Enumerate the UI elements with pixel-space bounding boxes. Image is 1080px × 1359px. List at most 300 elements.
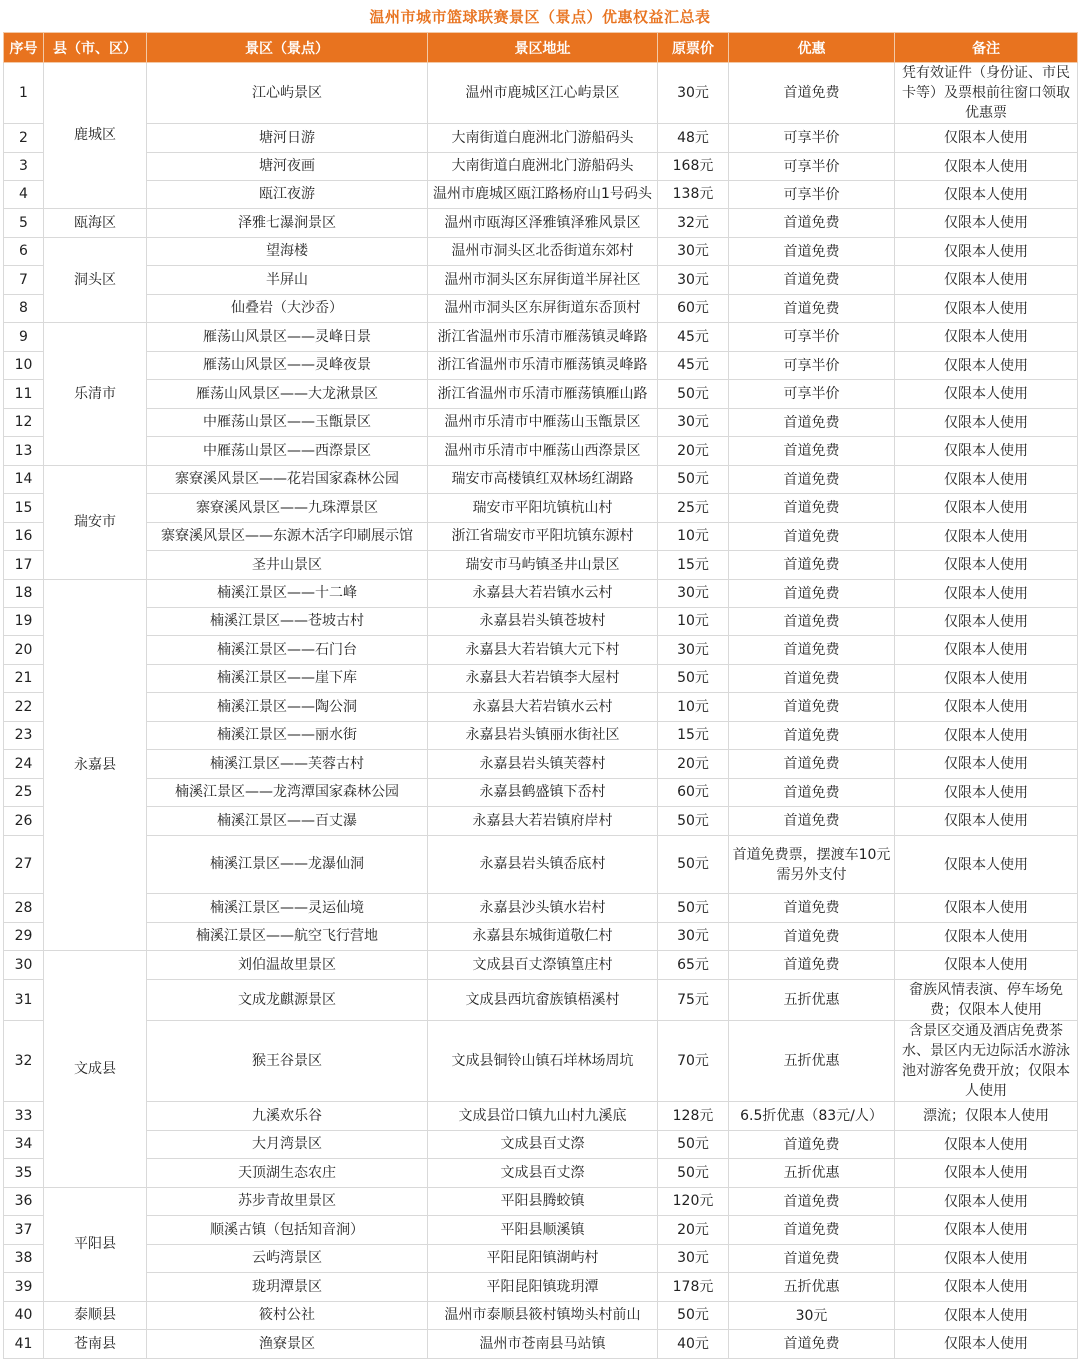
scenic-spot-name: 楠溪江景区——龙瀑仙洞	[147, 836, 428, 894]
original-price: 70元	[658, 1021, 729, 1102]
discount-value: 首道免费	[729, 1216, 895, 1245]
scenic-spot-name: 塘河夜画	[147, 153, 428, 181]
row-no: 1	[4, 63, 44, 124]
scenic-spot-name: 大月湾景区	[147, 1131, 428, 1159]
original-price: 30元	[658, 409, 729, 437]
discount-value: 首道免费	[729, 722, 895, 750]
scenic-spot-address: 浙江省温州市乐清市雁荡镇灵峰路	[428, 352, 658, 380]
table-row	[4, 494, 1078, 523]
benefits-table	[3, 32, 1078, 1359]
row-no: 39	[4, 1273, 44, 1302]
scenic-spot-address: 平阳昆阳镇珑玥潭	[428, 1273, 658, 1302]
scenic-spot-name: 楠溪江景区——丽水街	[147, 722, 428, 750]
original-price: 50元	[658, 466, 729, 494]
scenic-spot-name: 瓯江夜游	[147, 181, 428, 209]
scenic-spot-name: 半屏山	[147, 266, 428, 295]
scenic-spot-address: 永嘉县鹤盛镇下岙村	[428, 779, 658, 807]
table-row	[4, 380, 1078, 409]
discount-value: 首道免费	[729, 1330, 895, 1359]
original-price: 20元	[658, 1216, 729, 1245]
scenic-spot-name: 楠溪江景区——龙湾潭国家森林公园	[147, 779, 428, 807]
original-price: 50元	[658, 380, 729, 409]
row-no: 4	[4, 181, 44, 209]
district-cell: 瓯海区	[44, 209, 147, 238]
discount-value: 首道免费	[729, 1131, 895, 1159]
discount-value: 首道免费	[729, 1188, 895, 1216]
table-row	[4, 923, 1078, 951]
note-value: 仅限本人使用	[895, 636, 1078, 665]
note-value: 仅限本人使用	[895, 894, 1078, 923]
scenic-spot-name: 望海楼	[147, 238, 428, 266]
table-row	[4, 1330, 1078, 1359]
header-address: 景区地址	[428, 33, 658, 63]
note-value: 仅限本人使用	[895, 409, 1078, 437]
note-value: 仅限本人使用	[895, 580, 1078, 608]
row-no: 41	[4, 1330, 44, 1359]
row-no: 21	[4, 665, 44, 693]
scenic-spot-address: 永嘉县大若岩镇府岸村	[428, 807, 658, 836]
original-price: 120元	[658, 1188, 729, 1216]
discount-value: 首道免费	[729, 238, 895, 266]
original-price: 15元	[658, 551, 729, 580]
row-no: 34	[4, 1131, 44, 1159]
original-price: 20元	[658, 750, 729, 779]
scenic-spot-address: 文成县峃口镇九山村九溪底	[428, 1102, 658, 1131]
original-price: 50元	[658, 807, 729, 836]
discount-value: 首道免费	[729, 466, 895, 494]
discount-value: 可享半价	[729, 380, 895, 409]
scenic-spot-address: 瑞安市马屿镇圣井山景区	[428, 551, 658, 580]
original-price: 10元	[658, 523, 729, 551]
table-row	[4, 63, 1078, 124]
scenic-spot-name: 塘河日游	[147, 124, 428, 153]
table-row	[4, 153, 1078, 181]
scenic-spot-address: 文成县百丈漈	[428, 1159, 658, 1188]
row-no: 27	[4, 836, 44, 894]
row-no: 33	[4, 1102, 44, 1131]
scenic-spot-address: 温州市洞头区北岙街道东郊村	[428, 238, 658, 266]
row-no: 31	[4, 980, 44, 1021]
note-value: 仅限本人使用	[895, 551, 1078, 580]
table-row	[4, 523, 1078, 551]
scenic-spot-address: 温州市鹿城区瓯江路杨府山1号码头	[428, 181, 658, 209]
scenic-spot-name: 中雁荡山景区——西漈景区	[147, 437, 428, 466]
original-price: 30元	[658, 580, 729, 608]
note-value: 仅限本人使用	[895, 1273, 1078, 1302]
row-no: 6	[4, 238, 44, 266]
discount-value: 首道免费	[729, 551, 895, 580]
scenic-spot-address: 永嘉县沙头镇水岩村	[428, 894, 658, 923]
original-price: 30元	[658, 636, 729, 665]
discount-value: 首道免费	[729, 951, 895, 980]
header-note: 备注	[895, 33, 1078, 63]
district-cell: 瑞安市	[44, 466, 147, 580]
scenic-spot-address: 温州市苍南县马站镇	[428, 1330, 658, 1359]
note-value: 漂流；仅限本人使用	[895, 1102, 1078, 1131]
original-price: 45元	[658, 323, 729, 352]
discount-value: 首道免费	[729, 779, 895, 807]
discount-value: 首道免费	[729, 636, 895, 665]
original-price: 32元	[658, 209, 729, 238]
scenic-spot-name: 仙叠岩（大沙岙）	[147, 295, 428, 323]
table-row	[4, 1245, 1078, 1273]
original-price: 30元	[658, 63, 729, 124]
scenic-spot-name: 猴王谷景区	[147, 1021, 428, 1102]
note-value: 凭有效证件（身份证、市民卡等）及票根前往窗口领取优惠票	[895, 63, 1078, 124]
original-price: 50元	[658, 836, 729, 894]
scenic-spot-name: 楠溪江景区——石门台	[147, 636, 428, 665]
original-price: 10元	[658, 693, 729, 722]
table-body	[4, 63, 1078, 1359]
table-row	[4, 580, 1078, 608]
discount-value: 首道免费	[729, 807, 895, 836]
table-title: 温州市城市篮球联赛景区（景点）优惠权益汇总表	[369, 8, 711, 26]
note-value: 仅限本人使用	[895, 1330, 1078, 1359]
row-no: 15	[4, 494, 44, 523]
scenic-spot-address: 温州市瓯海区泽雅镇泽雅风景区	[428, 209, 658, 238]
note-value: 仅限本人使用	[895, 238, 1078, 266]
note-value: 含景区交通及酒店免费茶水、景区内无边际活水游泳池对游客免费开放；仅限本人使用	[895, 1021, 1078, 1102]
scenic-spot-name: 楠溪江景区——十二峰	[147, 580, 428, 608]
scenic-spot-name: 苏步青故里景区	[147, 1188, 428, 1216]
table-row	[4, 894, 1078, 923]
note-value: 仅限本人使用	[895, 722, 1078, 750]
scenic-spot-name: 刘伯温故里景区	[147, 951, 428, 980]
original-price: 30元	[658, 266, 729, 295]
discount-value: 五折优惠	[729, 1273, 895, 1302]
scenic-spot-address: 永嘉县大若岩镇李大屋村	[428, 665, 658, 693]
note-value: 仅限本人使用	[895, 1188, 1078, 1216]
note-value: 仅限本人使用	[895, 665, 1078, 693]
header-original-price: 原票价	[658, 33, 729, 63]
original-price: 75元	[658, 980, 729, 1021]
original-price: 178元	[658, 1273, 729, 1302]
scenic-spot-name: 楠溪江景区——崖下库	[147, 665, 428, 693]
table-row	[4, 238, 1078, 266]
table-row	[4, 1159, 1078, 1188]
table-row	[4, 722, 1078, 750]
scenic-spot-name: 寨寮溪风景区——九珠潭景区	[147, 494, 428, 523]
discount-value: 首道免费	[729, 608, 895, 636]
row-no: 2	[4, 124, 44, 153]
scenic-spot-address: 文成县百丈漈	[428, 1131, 658, 1159]
district-cell: 平阳县	[44, 1188, 147, 1302]
table-row	[4, 693, 1078, 722]
scenic-spot-name: 楠溪江景区——航空飞行营地	[147, 923, 428, 951]
row-no: 40	[4, 1302, 44, 1330]
discount-value: 五折优惠	[729, 980, 895, 1021]
scenic-spot-address: 文成县百丈漈镇篁庄村	[428, 951, 658, 980]
scenic-spot-address: 永嘉县岩头镇芙蓉村	[428, 750, 658, 779]
note-value: 仅限本人使用	[895, 153, 1078, 181]
table-row	[4, 1273, 1078, 1302]
row-no: 18	[4, 580, 44, 608]
scenic-spot-address: 文成县西坑畲族镇梧溪村	[428, 980, 658, 1021]
table-row	[4, 665, 1078, 693]
scenic-spot-address: 温州市鹿城区江心屿景区	[428, 63, 658, 124]
original-price: 25元	[658, 494, 729, 523]
original-price: 50元	[658, 894, 729, 923]
table-row	[4, 1302, 1078, 1330]
discount-value: 首道免费	[729, 523, 895, 551]
scenic-spot-address: 浙江省瑞安市平阳坑镇东源村	[428, 523, 658, 551]
note-value: 仅限本人使用	[895, 437, 1078, 466]
scenic-spot-name: 寨寮溪风景区——花岩国家森林公园	[147, 466, 428, 494]
table-row	[4, 779, 1078, 807]
scenic-spot-address: 永嘉县大若岩镇水云村	[428, 580, 658, 608]
scenic-spot-name: 楠溪江景区——百丈瀑	[147, 807, 428, 836]
original-price: 30元	[658, 1245, 729, 1273]
row-no: 16	[4, 523, 44, 551]
row-no: 14	[4, 466, 44, 494]
table-row	[4, 352, 1078, 380]
note-value: 仅限本人使用	[895, 523, 1078, 551]
row-no: 5	[4, 209, 44, 238]
scenic-spot-address: 永嘉县岩头镇丽水街社区	[428, 722, 658, 750]
scenic-spot-name: 中雁荡山景区——玉甑景区	[147, 409, 428, 437]
note-value: 仅限本人使用	[895, 1302, 1078, 1330]
row-no: 19	[4, 608, 44, 636]
table-row	[4, 551, 1078, 580]
discount-value: 可享半价	[729, 352, 895, 380]
scenic-spot-address: 温州市洞头区东屏街道半屏社区	[428, 266, 658, 295]
row-no: 20	[4, 636, 44, 665]
scenic-spot-address: 瑞安市平阳坑镇杭山村	[428, 494, 658, 523]
scenic-spot-name: 云屿湾景区	[147, 1245, 428, 1273]
discount-value: 首道免费	[729, 295, 895, 323]
original-price: 10元	[658, 608, 729, 636]
header-discount: 优惠	[729, 33, 895, 63]
district-cell: 永嘉县	[44, 580, 147, 951]
note-value: 仅限本人使用	[895, 266, 1078, 295]
table-row	[4, 608, 1078, 636]
discount-value: 首道免费	[729, 693, 895, 722]
note-value: 仅限本人使用	[895, 608, 1078, 636]
note-value: 仅限本人使用	[895, 750, 1078, 779]
row-no: 32	[4, 1021, 44, 1102]
discount-value: 首道免费	[729, 494, 895, 523]
scenic-spot-address: 平阳县顺溪镇	[428, 1216, 658, 1245]
original-price: 50元	[658, 1159, 729, 1188]
scenic-spot-name: 雁荡山风景区——大龙湫景区	[147, 380, 428, 409]
row-no: 23	[4, 722, 44, 750]
scenic-spot-name: 雁荡山风景区——灵峰日景	[147, 323, 428, 352]
scenic-spot-address: 温州市泰顺县筱村镇坳头村前山	[428, 1302, 658, 1330]
row-no: 28	[4, 894, 44, 923]
note-value: 仅限本人使用	[895, 807, 1078, 836]
original-price: 40元	[658, 1330, 729, 1359]
row-no: 9	[4, 323, 44, 352]
scenic-spot-name: 楠溪江景区——苍坡古村	[147, 608, 428, 636]
table-row	[4, 295, 1078, 323]
table-row	[4, 466, 1078, 494]
discount-value: 首道免费	[729, 209, 895, 238]
table-row	[4, 807, 1078, 836]
discount-value: 首道免费	[729, 665, 895, 693]
row-no: 37	[4, 1216, 44, 1245]
table-row	[4, 266, 1078, 295]
district-cell: 泰顺县	[44, 1302, 147, 1330]
row-no: 22	[4, 693, 44, 722]
scenic-spot-name: 圣井山景区	[147, 551, 428, 580]
scenic-spot-address: 永嘉县岩头镇苍坡村	[428, 608, 658, 636]
discount-value: 30元	[729, 1302, 895, 1330]
scenic-spot-address: 文成县铜铃山镇石垟林场周坑	[428, 1021, 658, 1102]
note-value: 仅限本人使用	[895, 209, 1078, 238]
scenic-spot-name: 楠溪江景区——芙蓉古村	[147, 750, 428, 779]
discount-value: 首道免费	[729, 750, 895, 779]
table-row	[4, 1131, 1078, 1159]
note-value: 仅限本人使用	[895, 466, 1078, 494]
discount-value: 可享半价	[729, 153, 895, 181]
table-row	[4, 1188, 1078, 1216]
original-price: 60元	[658, 295, 729, 323]
row-no: 3	[4, 153, 44, 181]
original-price: 15元	[658, 722, 729, 750]
row-no: 24	[4, 750, 44, 779]
scenic-spot-name: 筱村公社	[147, 1302, 428, 1330]
scenic-spot-address: 大南街道白鹿洲北门游船码头	[428, 124, 658, 153]
table-row	[4, 1021, 1078, 1102]
scenic-spot-name: 楠溪江景区——灵运仙境	[147, 894, 428, 923]
discount-value: 6.5折优惠（83元/人）	[729, 1102, 895, 1131]
row-no: 26	[4, 807, 44, 836]
discount-value: 首道免费	[729, 1245, 895, 1273]
original-price: 50元	[658, 1131, 729, 1159]
table-row	[4, 124, 1078, 153]
discount-value: 五折优惠	[729, 1159, 895, 1188]
scenic-spot-name: 寨寮溪风景区——东源木活字印刷展示馆	[147, 523, 428, 551]
row-no: 13	[4, 437, 44, 466]
note-value: 仅限本人使用	[895, 323, 1078, 352]
district-cell: 苍南县	[44, 1330, 147, 1359]
row-no: 17	[4, 551, 44, 580]
scenic-spot-name: 江心屿景区	[147, 63, 428, 124]
scenic-spot-address: 永嘉县大若岩镇大元下村	[428, 636, 658, 665]
discount-value: 首道免费票，摆渡车10元需另外支付	[729, 836, 895, 894]
scenic-spot-address: 平阳昆阳镇湖屿村	[428, 1245, 658, 1273]
scenic-spot-name: 顺溪古镇（包括知音涧）	[147, 1216, 428, 1245]
row-no: 30	[4, 951, 44, 980]
note-value: 仅限本人使用	[895, 295, 1078, 323]
discount-value: 首道免费	[729, 580, 895, 608]
original-price: 138元	[658, 181, 729, 209]
district-cell: 文成县	[44, 951, 147, 1188]
table-row	[4, 409, 1078, 437]
header-no: 序号	[4, 33, 44, 63]
table-row	[4, 636, 1078, 665]
table-row	[4, 1102, 1078, 1131]
row-no: 10	[4, 352, 44, 380]
scenic-spot-name: 文成龙麒源景区	[147, 980, 428, 1021]
note-value: 仅限本人使用	[895, 380, 1078, 409]
district-cell: 乐清市	[44, 323, 147, 466]
row-no: 35	[4, 1159, 44, 1188]
discount-value: 首道免费	[729, 923, 895, 951]
note-value: 仅限本人使用	[895, 1131, 1078, 1159]
scenic-spot-address: 温州市乐清市中雁荡山玉甑景区	[428, 409, 658, 437]
original-price: 30元	[658, 238, 729, 266]
scenic-spot-address: 大南街道白鹿洲北门游船码头	[428, 153, 658, 181]
discount-value: 五折优惠	[729, 1021, 895, 1102]
original-price: 30元	[658, 923, 729, 951]
original-price: 50元	[658, 665, 729, 693]
original-price: 20元	[658, 437, 729, 466]
scenic-spot-address: 平阳县腾蛟镇	[428, 1188, 658, 1216]
note-value: 仅限本人使用	[895, 1159, 1078, 1188]
scenic-spot-address: 浙江省温州市乐清市雁荡镇雁山路	[428, 380, 658, 409]
discount-value: 首道免费	[729, 894, 895, 923]
district-cell: 洞头区	[44, 238, 147, 323]
discount-value: 首道免费	[729, 437, 895, 466]
header-district: 县（市、区）	[44, 33, 147, 63]
scenic-spot-address: 瑞安市高楼镇红双林场红湖路	[428, 466, 658, 494]
scenic-spot-address: 浙江省温州市乐清市雁荡镇灵峰路	[428, 323, 658, 352]
row-no: 38	[4, 1245, 44, 1273]
note-value: 仅限本人使用	[895, 836, 1078, 894]
scenic-spot-name: 珑玥潭景区	[147, 1273, 428, 1302]
original-price: 50元	[658, 1302, 729, 1330]
note-value: 仅限本人使用	[895, 124, 1078, 153]
row-no: 8	[4, 295, 44, 323]
row-no: 7	[4, 266, 44, 295]
table-row	[4, 951, 1078, 980]
table-row	[4, 181, 1078, 209]
note-value: 仅限本人使用	[895, 951, 1078, 980]
scenic-spot-address: 永嘉县岩头镇岙底村	[428, 836, 658, 894]
scenic-spot-address: 温州市乐清市中雁荡山西漈景区	[428, 437, 658, 466]
district-cell: 鹿城区	[44, 63, 147, 209]
table-row	[4, 437, 1078, 466]
row-no: 12	[4, 409, 44, 437]
table-row	[4, 323, 1078, 352]
row-no: 11	[4, 380, 44, 409]
original-price: 60元	[658, 779, 729, 807]
table-row	[4, 750, 1078, 779]
row-no: 25	[4, 779, 44, 807]
note-value: 仅限本人使用	[895, 494, 1078, 523]
original-price: 65元	[658, 951, 729, 980]
note-value: 仅限本人使用	[895, 693, 1078, 722]
note-value: 仅限本人使用	[895, 181, 1078, 209]
table-row	[4, 1216, 1078, 1245]
row-no: 29	[4, 923, 44, 951]
discount-value: 可享半价	[729, 181, 895, 209]
scenic-spot-name: 楠溪江景区——陶公洞	[147, 693, 428, 722]
note-value: 仅限本人使用	[895, 923, 1078, 951]
scenic-spot-name: 泽雅七瀑涧景区	[147, 209, 428, 238]
note-value: 仅限本人使用	[895, 352, 1078, 380]
discount-value: 可享半价	[729, 323, 895, 352]
original-price: 168元	[658, 153, 729, 181]
scenic-spot-name: 渔寮景区	[147, 1330, 428, 1359]
discount-value: 可享半价	[729, 124, 895, 153]
scenic-spot-name: 雁荡山风景区——灵峰夜景	[147, 352, 428, 380]
scenic-spot-address: 永嘉县大若岩镇水云村	[428, 693, 658, 722]
original-price: 45元	[658, 352, 729, 380]
discount-value: 首道免费	[729, 63, 895, 124]
discount-value: 首道免费	[729, 266, 895, 295]
original-price: 128元	[658, 1102, 729, 1131]
row-no: 36	[4, 1188, 44, 1216]
discount-value: 首道免费	[729, 409, 895, 437]
note-value: 仅限本人使用	[895, 1245, 1078, 1273]
header-scenic-spot: 景区（景点）	[147, 33, 428, 63]
table-row	[4, 836, 1078, 894]
table-row	[4, 209, 1078, 238]
note-value: 仅限本人使用	[895, 1216, 1078, 1245]
table-row	[4, 980, 1078, 1021]
